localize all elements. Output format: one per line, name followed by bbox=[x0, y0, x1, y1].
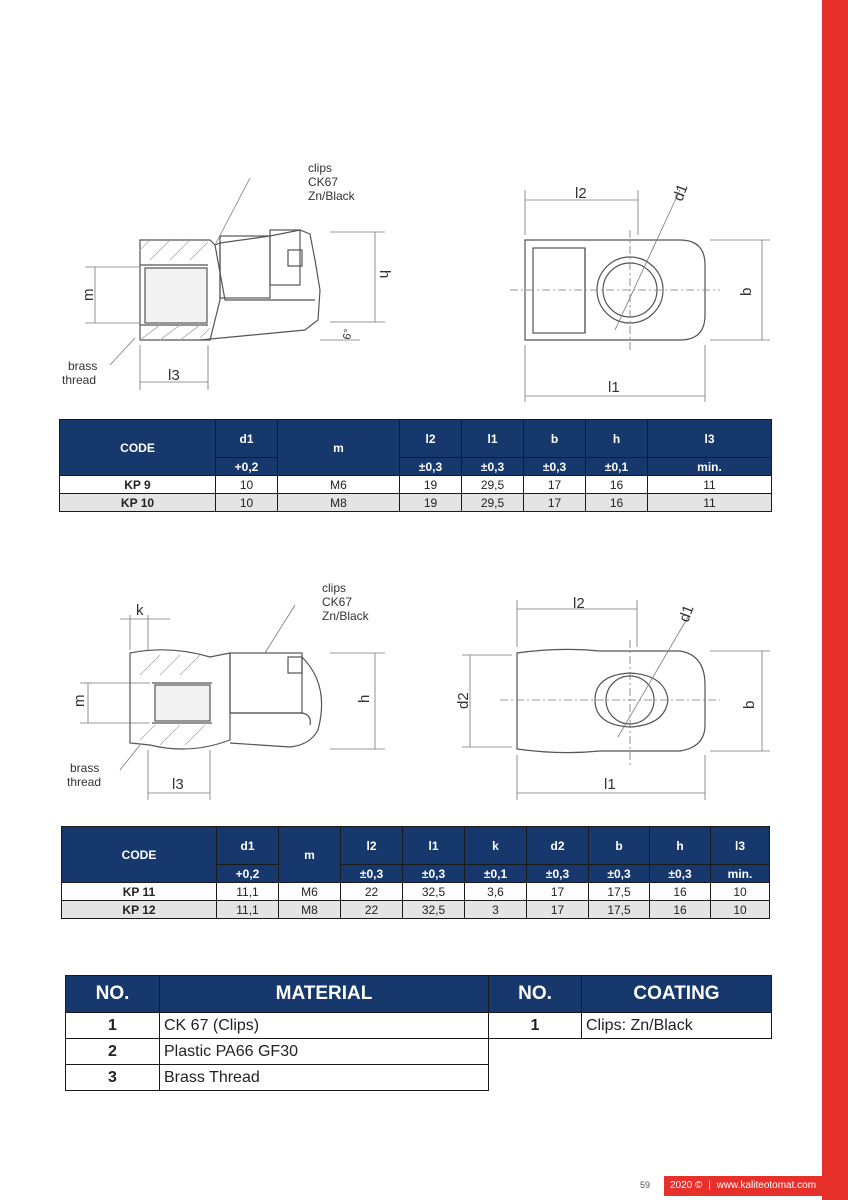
table-row: KP 12 11,1 M8 22 32,5 3 17 17,5 16 10 bbox=[62, 901, 770, 919]
table-row: KP 9 10 M6 19 29,5 17 16 11 bbox=[60, 476, 772, 494]
dim-d1: d1 bbox=[675, 602, 698, 625]
table-row: 1 CK 67 (Clips) bbox=[66, 1013, 489, 1039]
clips-label-1: clips bbox=[308, 161, 333, 175]
table-row: 1 Clips: Zn/Black bbox=[489, 1013, 772, 1039]
tol-l3: min. bbox=[648, 458, 772, 476]
dim-l3: l3 bbox=[172, 776, 184, 793]
dim-l3: l3 bbox=[168, 367, 180, 384]
tol-l1: ±0,3 bbox=[462, 458, 524, 476]
dim-m: m bbox=[80, 288, 97, 301]
dim-h: h bbox=[356, 694, 373, 703]
header-d1: d1 bbox=[216, 420, 278, 458]
footer-website[interactable]: www.kaliteotomat.com bbox=[716, 1180, 817, 1191]
tol-l2: ±0,3 bbox=[400, 458, 462, 476]
dim-b: b bbox=[738, 287, 755, 296]
dim-m: m bbox=[71, 694, 88, 707]
header-l2: l2 bbox=[341, 827, 403, 865]
header-h: h bbox=[650, 827, 711, 865]
tol-d1: +0,2 bbox=[216, 458, 278, 476]
dim-b: b bbox=[741, 700, 758, 709]
dim-l2: l2 bbox=[573, 595, 585, 612]
tol-d2: ±0,3 bbox=[527, 865, 589, 883]
brass-label-2: thread bbox=[62, 373, 97, 387]
footer-bar: 2020 © | www.kaliteotomat.com bbox=[664, 1176, 822, 1196]
coating-table bbox=[488, 975, 772, 1039]
coating-header-no: NO. bbox=[489, 976, 582, 1013]
tol-h: ±0,3 bbox=[650, 865, 711, 883]
tol-b: ±0,3 bbox=[524, 458, 586, 476]
coating-header-coating: COATING bbox=[582, 976, 772, 1013]
tol-l2: ±0,3 bbox=[341, 865, 403, 883]
page-number: 59 bbox=[640, 1180, 651, 1190]
right-red-bar bbox=[822, 0, 848, 1200]
header-l3: l3 bbox=[648, 420, 772, 458]
table-row: KP 11 11,1 M6 22 32,5 3,6 17 17,5 16 10 bbox=[62, 883, 770, 901]
tol-l1: ±0,3 bbox=[403, 865, 465, 883]
header-h: h bbox=[586, 420, 648, 458]
header-m: m bbox=[278, 420, 400, 476]
material-header-no: NO. bbox=[66, 976, 160, 1013]
header-b: b bbox=[524, 420, 586, 458]
header-code: CODE bbox=[62, 827, 217, 883]
header-code: CODE bbox=[60, 420, 216, 476]
tol-h: ±0,1 bbox=[586, 458, 648, 476]
header-b: b bbox=[589, 827, 650, 865]
header-l2: l2 bbox=[400, 420, 462, 458]
spec-table-kp9-kp10 bbox=[59, 419, 772, 512]
table-row: KP 10 10 M8 19 29,5 17 16 11 bbox=[60, 494, 772, 512]
clips-label-2: CK67 bbox=[322, 595, 353, 609]
dim-h: h bbox=[376, 270, 393, 279]
header-d1: d1 bbox=[217, 827, 279, 865]
header-d2: d2 bbox=[527, 827, 589, 865]
dim-l1: l1 bbox=[604, 776, 616, 793]
tol-d1: +0,2 bbox=[217, 865, 279, 883]
brass-label-1: brass bbox=[68, 359, 98, 373]
footer-copyright: 2020 © bbox=[670, 1180, 703, 1191]
dim-d1: d1 bbox=[669, 181, 692, 204]
tol-b: ±0,3 bbox=[589, 865, 650, 883]
clips-label-2: CK67 bbox=[308, 175, 339, 189]
material-header-material: MATERIAL bbox=[160, 976, 489, 1013]
material-table bbox=[65, 975, 489, 1091]
brass-label-1: brass bbox=[70, 761, 100, 775]
header-m: m bbox=[279, 827, 341, 883]
table-row: 2 Plastic PA66 GF30 bbox=[66, 1039, 489, 1065]
dim-l1: l1 bbox=[608, 379, 620, 396]
header-l1: l1 bbox=[403, 827, 465, 865]
table-row: 3 Brass Thread bbox=[66, 1065, 489, 1091]
technical-drawing-kp9-kp10 bbox=[40, 150, 780, 410]
header-k: k bbox=[465, 827, 527, 865]
dim-l2: l2 bbox=[575, 185, 587, 202]
dim-angle: 6° bbox=[341, 328, 355, 341]
brass-label-2: thread bbox=[67, 775, 102, 789]
clips-label-3: Zn/Black bbox=[308, 189, 355, 203]
spec-table-kp11-kp12 bbox=[61, 826, 770, 919]
tol-l3: min. bbox=[711, 865, 770, 883]
dim-d2: d2 bbox=[455, 692, 472, 709]
clips-label-3: Zn/Black bbox=[322, 609, 369, 623]
clips-label-1: clips bbox=[322, 581, 347, 595]
dim-k: k bbox=[136, 602, 144, 619]
technical-drawing-kp11-kp12 bbox=[40, 575, 780, 805]
header-l1: l1 bbox=[462, 420, 524, 458]
tol-k: ±0,1 bbox=[465, 865, 527, 883]
header-l3: l3 bbox=[711, 827, 770, 865]
